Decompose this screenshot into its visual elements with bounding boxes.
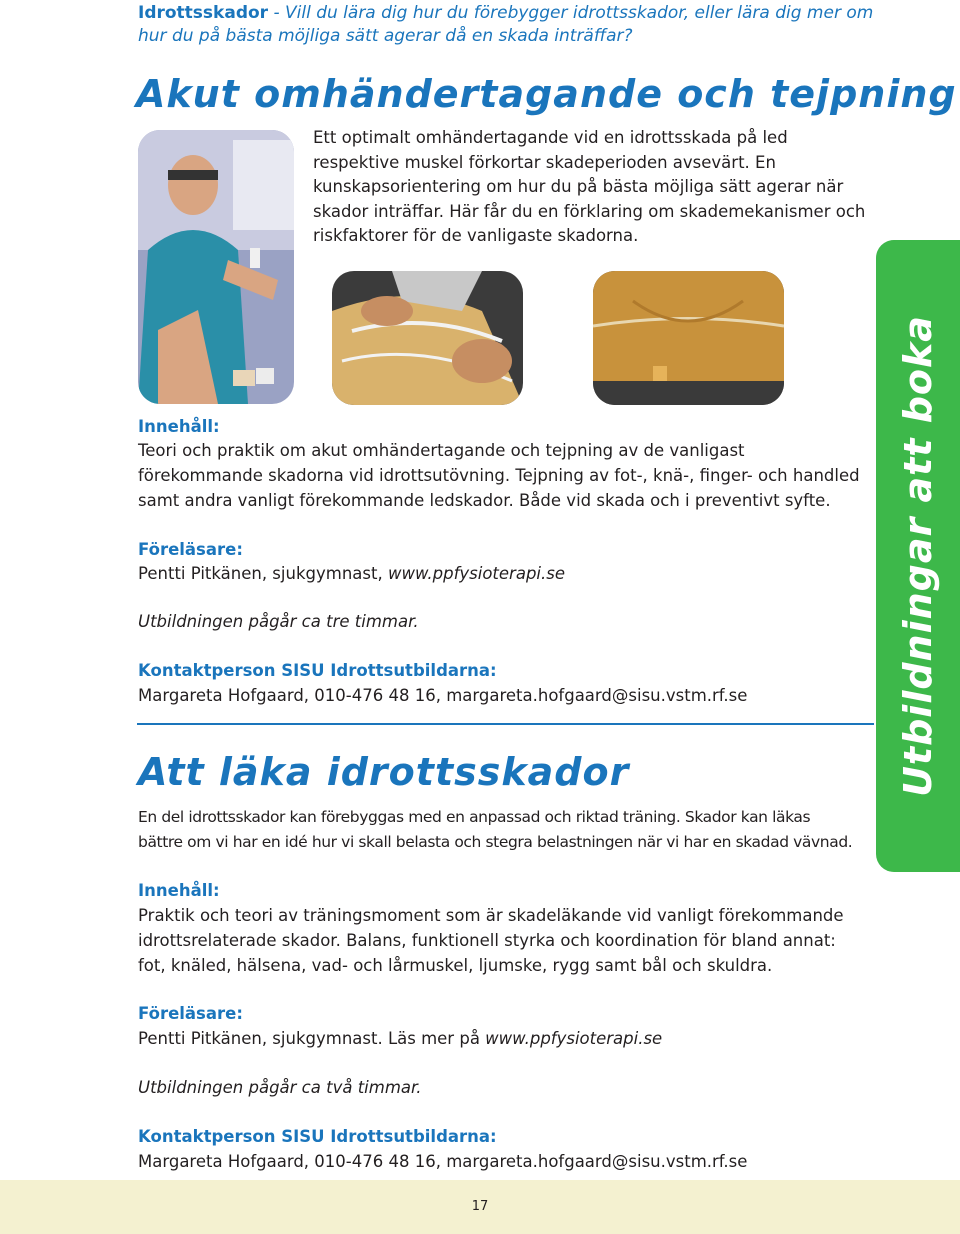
photo-knee-taping (332, 271, 523, 405)
section1-lecturer (138, 561, 565, 586)
photo-taped-knee (593, 271, 784, 405)
section2-lecturer-link[interactable]: www.ppfysioterapi.se (485, 1029, 663, 1048)
section2-lecturer (138, 1026, 662, 1051)
section1-lecturer-text: Pentti Pitkänen, sjukgymnast, (138, 564, 388, 583)
section-divider (137, 723, 874, 725)
section2-contact-label: Kontaktperson SISU Idrottsutbildarna: (138, 1127, 497, 1146)
section1-lecturer-link[interactable]: www.ppfysioterapi.se (387, 564, 565, 583)
section2-contact-text: Margareta Hofgaard, 010-476 48 16, margareta.hofgaard@sisu.vstm.rf.se (138, 1152, 748, 1171)
intro-text: - Vill du lära dig hur du förebygger idrottsskador, eller lära dig mer om hur du på bästa möjliga sätt agerar då en skada inträffar? (138, 3, 874, 46)
section1-title: Akut omhändertagande och tejpning (136, 72, 957, 116)
section2-content-label: Innehåll: (138, 881, 220, 900)
section1-contact-text: Margareta Hofgaard, 010-476 48 16, margareta.hofgaard@sisu.vstm.rf.se (138, 686, 748, 705)
side-tab-label: Utbildningar att boka (896, 315, 940, 797)
page-number: 17 (471, 1199, 489, 1214)
section1-lecturer-label: Föreläsare: (138, 540, 243, 559)
section2-duration: Utbildningen pågår ca två timmar. (138, 1078, 422, 1097)
intro-paragraph (138, 2, 888, 48)
photo-instructor (138, 130, 294, 404)
section2-content-text: Praktik och teori av träningsmoment som är skadeläkande vid vanligt förekommande idrottsrelaterade skador. Balans, funktionell styrka och koordination för bland annat: fot, knäled, hälsena, vad- och lårmuskel, ljumske, rygg samt bål och skuldra. (138, 906, 844, 975)
section1-contact-label: Kontaktperson SISU Idrottsutbildarna: (138, 661, 497, 680)
section2-lead: En del idrottsskador kan förebyggas med en anpassad och riktad träning. Skador kan läkas bättre om vi har en idé hur vi skall belasta och stegra belastningen när vi har en skadad vävnad. (138, 808, 853, 851)
section1-content-label: Innehåll: (138, 417, 220, 436)
intro-bold: Idrottsskador (138, 3, 269, 23)
section2-lecturer-label: Föreläsare: (138, 1004, 243, 1023)
side-tab (876, 240, 960, 872)
section1-lead: Ett optimalt omhändertagande vid en idrottsskada på led respektive muskel förkortar skadeperioden avsevärt. En kunskapsorientering om hur du på bästa möjliga sätt agerar när skador inträffar. Här får du en förklaring om skademekanismer och riskfaktorer för de vanligaste skadorna. (313, 128, 866, 245)
section2-title: Att läka idrottsskador (138, 750, 630, 794)
section1-content-text: Teori och praktik om akut omhändertagande och tejpning av de vanligast förekommande skadorna vid idrottsutövning. Tejpning av fot-, knä-, finger- och handled samt andra vanligt förekommande ledskador. Både vid skada och i preventivt syfte. (138, 441, 860, 510)
section2-lecturer-text: Pentti Pitkänen, sjukgymnast. Läs mer på (138, 1029, 486, 1048)
section1-duration: Utbildningen pågår ca tre timmar. (138, 612, 419, 631)
